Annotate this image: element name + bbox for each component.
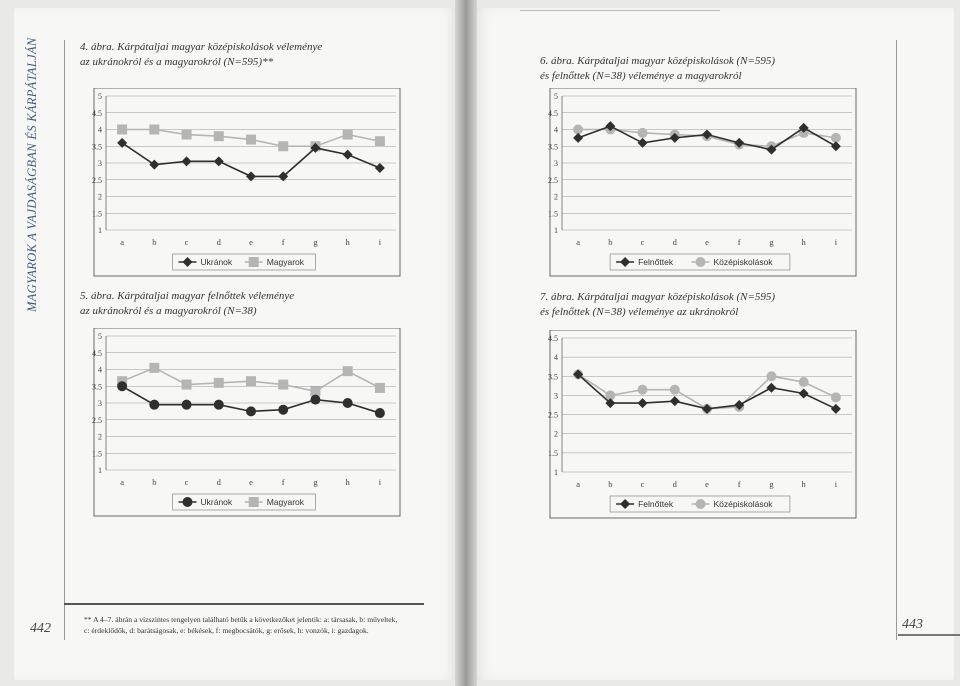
x-tick-label: c [184, 477, 189, 487]
series-Magyarok [117, 125, 385, 152]
legend-marker [183, 497, 193, 507]
caption-line: 6. ábra. Kárpátaljai magyar középiskolások (N=595) [540, 55, 776, 67]
y-tick-label: 3 [554, 391, 558, 401]
x-tick-label: e [249, 477, 253, 487]
x-tick-label: g [769, 237, 774, 247]
legend [610, 496, 790, 512]
series-line [578, 374, 836, 408]
x-tick-label: i [378, 477, 382, 487]
legend [173, 254, 316, 270]
y-tick-label: 3.5 [92, 382, 102, 392]
x-tick-label: i [378, 237, 382, 247]
y-tick-label: 4.5 [548, 108, 558, 118]
x-tick-label: h [801, 479, 806, 489]
x-tick-label: c [640, 237, 645, 247]
y-tick-label: 3 [554, 159, 558, 168]
data-point [343, 150, 353, 160]
data-point [638, 385, 648, 395]
legend-marker [249, 257, 259, 267]
data-point [214, 131, 224, 141]
data-point [246, 376, 256, 386]
data-point [831, 404, 841, 414]
y-tick-label: 4.5 [92, 348, 102, 358]
left-page-number: 442 [30, 621, 51, 636]
data-point [182, 130, 192, 140]
y-tick-label: 4 [98, 365, 102, 375]
y-tick-label: 2 [98, 192, 102, 202]
y-tick-label: 1.5 [92, 209, 102, 219]
caption-line: az ukránokról és a magyarokról (N=595)** [80, 56, 274, 68]
legend-label: Felnőttek [638, 257, 674, 267]
series-line [122, 143, 380, 177]
x-tick-label: h [345, 477, 350, 487]
data-point [117, 125, 127, 135]
x-tick-label: d [672, 479, 677, 489]
data-point [670, 396, 680, 406]
data-point [310, 395, 320, 405]
data-point [278, 380, 288, 390]
y-tick-label: 1.5 [92, 449, 102, 459]
x-tick-label: e [705, 237, 709, 247]
data-point [831, 392, 841, 402]
right-page-number-box [896, 612, 960, 640]
y-tick-label: 2.5 [548, 175, 558, 185]
figure-7-chart [540, 330, 860, 520]
legend-label: Középiskolások [713, 499, 773, 509]
x-tick-label: h [801, 237, 806, 247]
x-tick-label: b [608, 237, 613, 247]
x-tick-label: h [345, 237, 350, 247]
x-tick-label: g [313, 237, 318, 247]
footnote-line: c: érdeklődők, d: barátságosak, e: békések, f: megbocsátók, g: erősek, h: vonzók, i: gazdagok. [84, 626, 369, 635]
series-Felnőttek [573, 121, 841, 154]
data-point [214, 400, 224, 410]
x-tick-label: f [737, 237, 741, 247]
series-Ukránok [117, 381, 385, 418]
fig5-svg [84, 328, 404, 518]
x-tick-label: f [281, 477, 285, 487]
data-point [343, 398, 353, 408]
running-head: MAGYAROK A VAJDASÁGBAN ÉS KÁRPÁTALJÁN [25, 37, 39, 312]
right-margin-rule [896, 40, 897, 640]
y-tick-label: 1.5 [548, 209, 558, 219]
data-point [214, 156, 224, 166]
x-tick-label: c [640, 479, 645, 489]
series-Magyarok [117, 363, 385, 396]
x-tick-label: f [281, 237, 285, 247]
chart-frame [550, 330, 856, 518]
data-point [182, 156, 192, 166]
legend-marker [249, 497, 259, 507]
y-tick-label: 3.5 [548, 372, 558, 382]
data-point [246, 135, 256, 145]
data-point [573, 133, 583, 143]
x-tick-label: e [705, 479, 709, 489]
data-point [638, 398, 648, 408]
chart-frame [94, 88, 400, 276]
y-tick-label: 4.5 [92, 108, 102, 118]
data-point [638, 128, 648, 138]
data-point [343, 130, 353, 140]
x-tick-label: g [313, 477, 318, 487]
data-point [149, 125, 159, 135]
x-tick-label: b [152, 477, 157, 487]
fig7-svg [540, 330, 860, 520]
legend-label: Középiskolások [713, 257, 773, 267]
figure-7-caption [540, 290, 775, 320]
data-point [375, 383, 385, 393]
caption-line: 5. ábra. Kárpátaljai magyar felnőttek véleménye [80, 290, 295, 302]
fig6-svg [540, 88, 860, 278]
legend-label: Felnőttek [638, 499, 674, 509]
y-tick-label: 2 [554, 192, 558, 202]
y-tick-label: 1 [98, 226, 102, 235]
y-tick-label: 4 [98, 125, 102, 135]
x-tick-label: i [834, 479, 838, 489]
legend-marker [696, 257, 706, 267]
y-tick-label: 4 [554, 353, 558, 363]
x-tick-label: a [576, 237, 581, 247]
y-tick-label: 1 [98, 466, 102, 475]
data-point [799, 389, 809, 399]
caption-line: és felnőttek (N=38) véleménye a magyarokról [540, 70, 742, 82]
fig4-svg [84, 88, 404, 278]
legend [173, 494, 316, 510]
y-tick-label: 1 [554, 226, 558, 235]
x-tick-label: d [216, 477, 221, 487]
y-tick-label: 4.5 [548, 334, 558, 343]
y-tick-label: 5 [554, 92, 558, 101]
x-tick-label: i [834, 237, 838, 247]
x-tick-label: c [184, 237, 189, 247]
figure-4-caption [80, 40, 322, 70]
data-point [214, 378, 224, 388]
x-tick-label: a [576, 479, 581, 489]
data-point [182, 380, 192, 390]
x-tick-label: e [249, 237, 253, 247]
chart-frame [94, 328, 400, 516]
legend-label: Ukránok [200, 497, 233, 507]
y-tick-label: 4 [554, 125, 558, 135]
figure-6-caption [540, 54, 775, 84]
y-tick-label: 2 [98, 432, 102, 442]
x-tick-label: f [737, 479, 741, 489]
y-tick-label: 3.5 [548, 142, 558, 152]
y-tick-label: 3 [98, 399, 102, 408]
y-tick-label: 1.5 [548, 448, 558, 458]
data-point [278, 141, 288, 151]
data-point [246, 406, 256, 416]
legend-marker [696, 499, 706, 509]
data-point [766, 383, 776, 393]
data-point [799, 377, 809, 387]
data-point [766, 371, 776, 381]
x-tick-label: a [120, 477, 125, 487]
x-tick-label: a [120, 237, 125, 247]
legend-marker [620, 499, 630, 509]
x-tick-label: b [608, 479, 613, 489]
y-tick-label: 1 [554, 468, 558, 477]
data-point [117, 381, 127, 391]
x-tick-label: b [152, 237, 157, 247]
x-tick-label: g [769, 479, 774, 489]
legend-label: Magyarok [266, 497, 305, 507]
legend-label: Ukránok [200, 257, 233, 267]
y-tick-label: 5 [98, 332, 102, 341]
figure-4-chart [84, 88, 404, 278]
x-tick-label: d [672, 237, 677, 247]
y-tick-label: 2 [554, 429, 558, 439]
figure-5-caption [80, 289, 294, 319]
data-point [149, 160, 159, 170]
legend-label: Magyarok [266, 257, 305, 267]
book-gutter [455, 0, 477, 686]
right-page-number: 443 [902, 617, 923, 632]
y-tick-label: 3.5 [92, 142, 102, 152]
chart-frame [550, 88, 856, 276]
footnote-line: ** A 4–7. ábrán a vízszintes tengelyen található betűk a következőket jelentik: a: társasak, b: műveltek, [84, 615, 398, 624]
data-point [375, 163, 385, 173]
data-point [375, 136, 385, 146]
left-margin-rule [64, 40, 65, 640]
data-point [375, 408, 385, 418]
caption-line: az ukránokról és a magyarokról (N=38) [80, 305, 257, 317]
data-point [278, 405, 288, 415]
y-tick-label: 2.5 [92, 175, 102, 185]
caption-line: és felnőttek (N=38) véleménye az ukránokról [540, 306, 739, 318]
data-point [149, 363, 159, 373]
y-tick-label: 3 [98, 159, 102, 168]
y-tick-label: 5 [98, 92, 102, 101]
legend [610, 254, 790, 270]
footnote-rule [64, 603, 424, 605]
top-rule [520, 10, 720, 11]
footnote [84, 614, 444, 636]
data-point [831, 141, 841, 151]
y-tick-label: 2.5 [92, 415, 102, 425]
figure-6-chart [540, 88, 860, 278]
data-point [343, 366, 353, 376]
data-point [149, 400, 159, 410]
legend-marker [183, 257, 193, 267]
x-tick-label: d [216, 237, 221, 247]
legend-marker [620, 257, 630, 267]
caption-line: 4. ábra. Kárpátaljai magyar középiskolások véleménye [80, 41, 323, 53]
data-point [182, 400, 192, 410]
y-tick-label: 2.5 [548, 410, 558, 420]
data-point [670, 385, 680, 395]
figure-5-chart [84, 328, 404, 518]
caption-line: 7. ábra. Kárpátaljai magyar középiskolások (N=595) [540, 291, 776, 303]
